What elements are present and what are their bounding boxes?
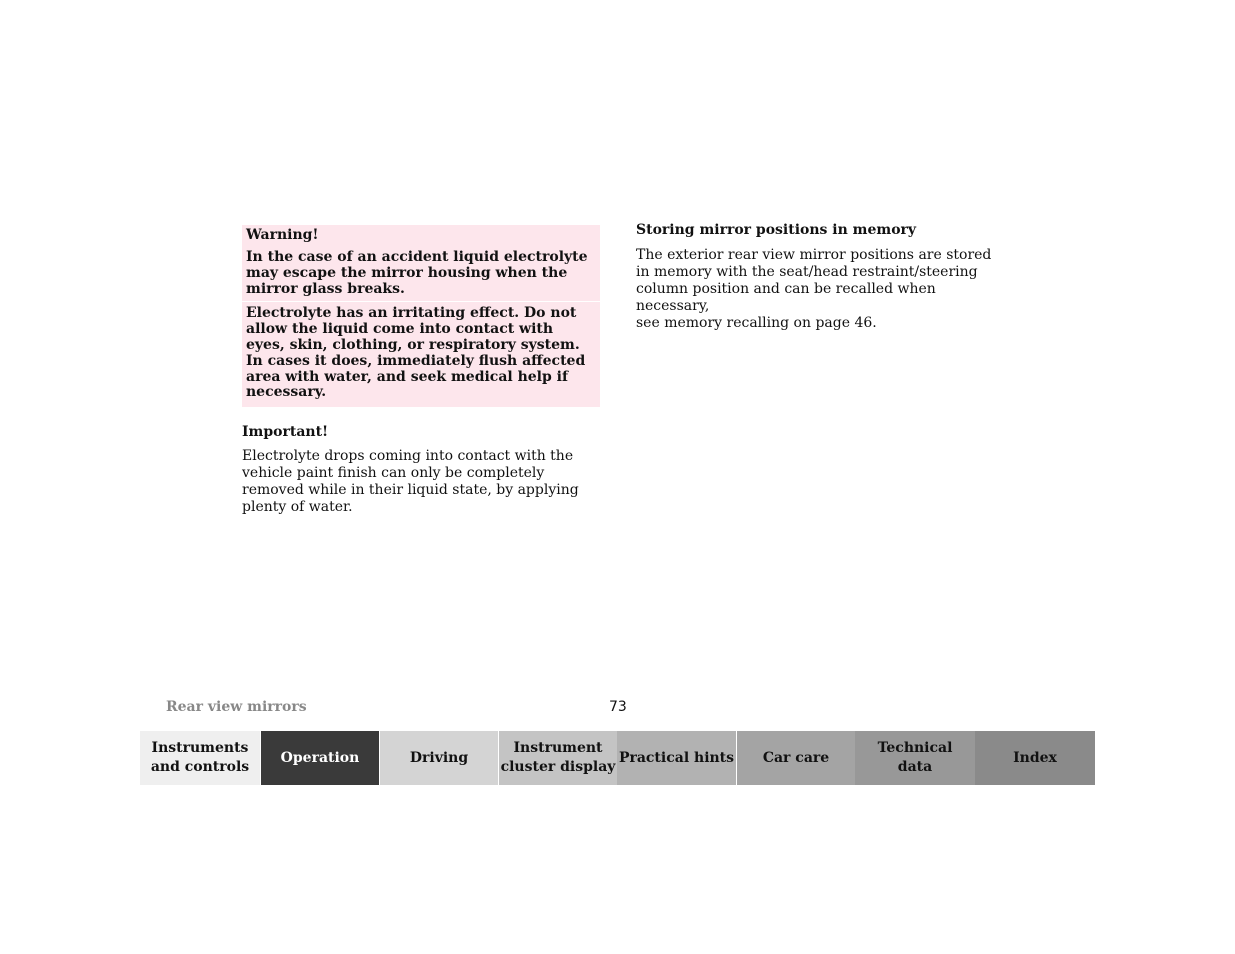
storing-text-line1: The exterior rear view mirror positions are stored in memory with the seat/head restraint/steering column position and can be recalled when necessary,: [636, 247, 992, 314]
warning-title: Warning!: [246, 227, 319, 243]
section-label: Rear view mirrors: [166, 699, 307, 715]
storing-title: Storing mirror positions in memory: [636, 222, 917, 238]
tab-label: Operation: [280, 749, 360, 766]
warning-box: [242, 225, 600, 407]
tab-instruments-and-controls[interactable]: [140, 731, 260, 785]
tab-label: Car care: [762, 749, 830, 766]
tab-technical-data[interactable]: [855, 731, 975, 785]
tab-practical-hints[interactable]: [617, 731, 736, 785]
right-column: [636, 221, 996, 332]
tab-label: Index: [1013, 749, 1057, 766]
chapter-navigation: [140, 731, 1095, 785]
tab-car-care[interactable]: [736, 731, 855, 785]
tab-index[interactable]: [975, 731, 1095, 785]
tab-instrument-cluster-display[interactable]: [498, 731, 617, 785]
important-title: Important!: [242, 424, 329, 441]
page-number: 73: [609, 699, 627, 715]
warning-paragraph-1: In the case of an accident liquid electrolyte may escape the mirror housing when the mirror glass breaks.: [246, 249, 588, 297]
left-column: [242, 225, 600, 516]
important-text: Electrolyte drops coming into contact with the vehicle paint finish can only be completely removed while in their liquid state, by applying plenty of water.: [242, 448, 579, 516]
tab-label: Instrument cluster display: [500, 740, 616, 775]
tab-label: Practical hints: [618, 749, 735, 766]
storing-text: [636, 247, 996, 332]
warning-paragraph-2: Electrolyte has an irritating effect. Do not allow the liquid come into contact with eyes, skin, clothing, or respiratory system. In cases it does, immediately flush affected area with water, and seek medical help if necessary.: [246, 305, 586, 401]
tab-label: Driving: [409, 749, 469, 766]
tab-label: Instruments and controls: [150, 740, 250, 775]
memory-recalling-reference: see memory recalling on page 46.: [636, 315, 877, 331]
tab-driving[interactable]: [379, 731, 498, 785]
tab-operation[interactable]: [260, 731, 379, 785]
tab-label: Technical data: [877, 740, 953, 775]
